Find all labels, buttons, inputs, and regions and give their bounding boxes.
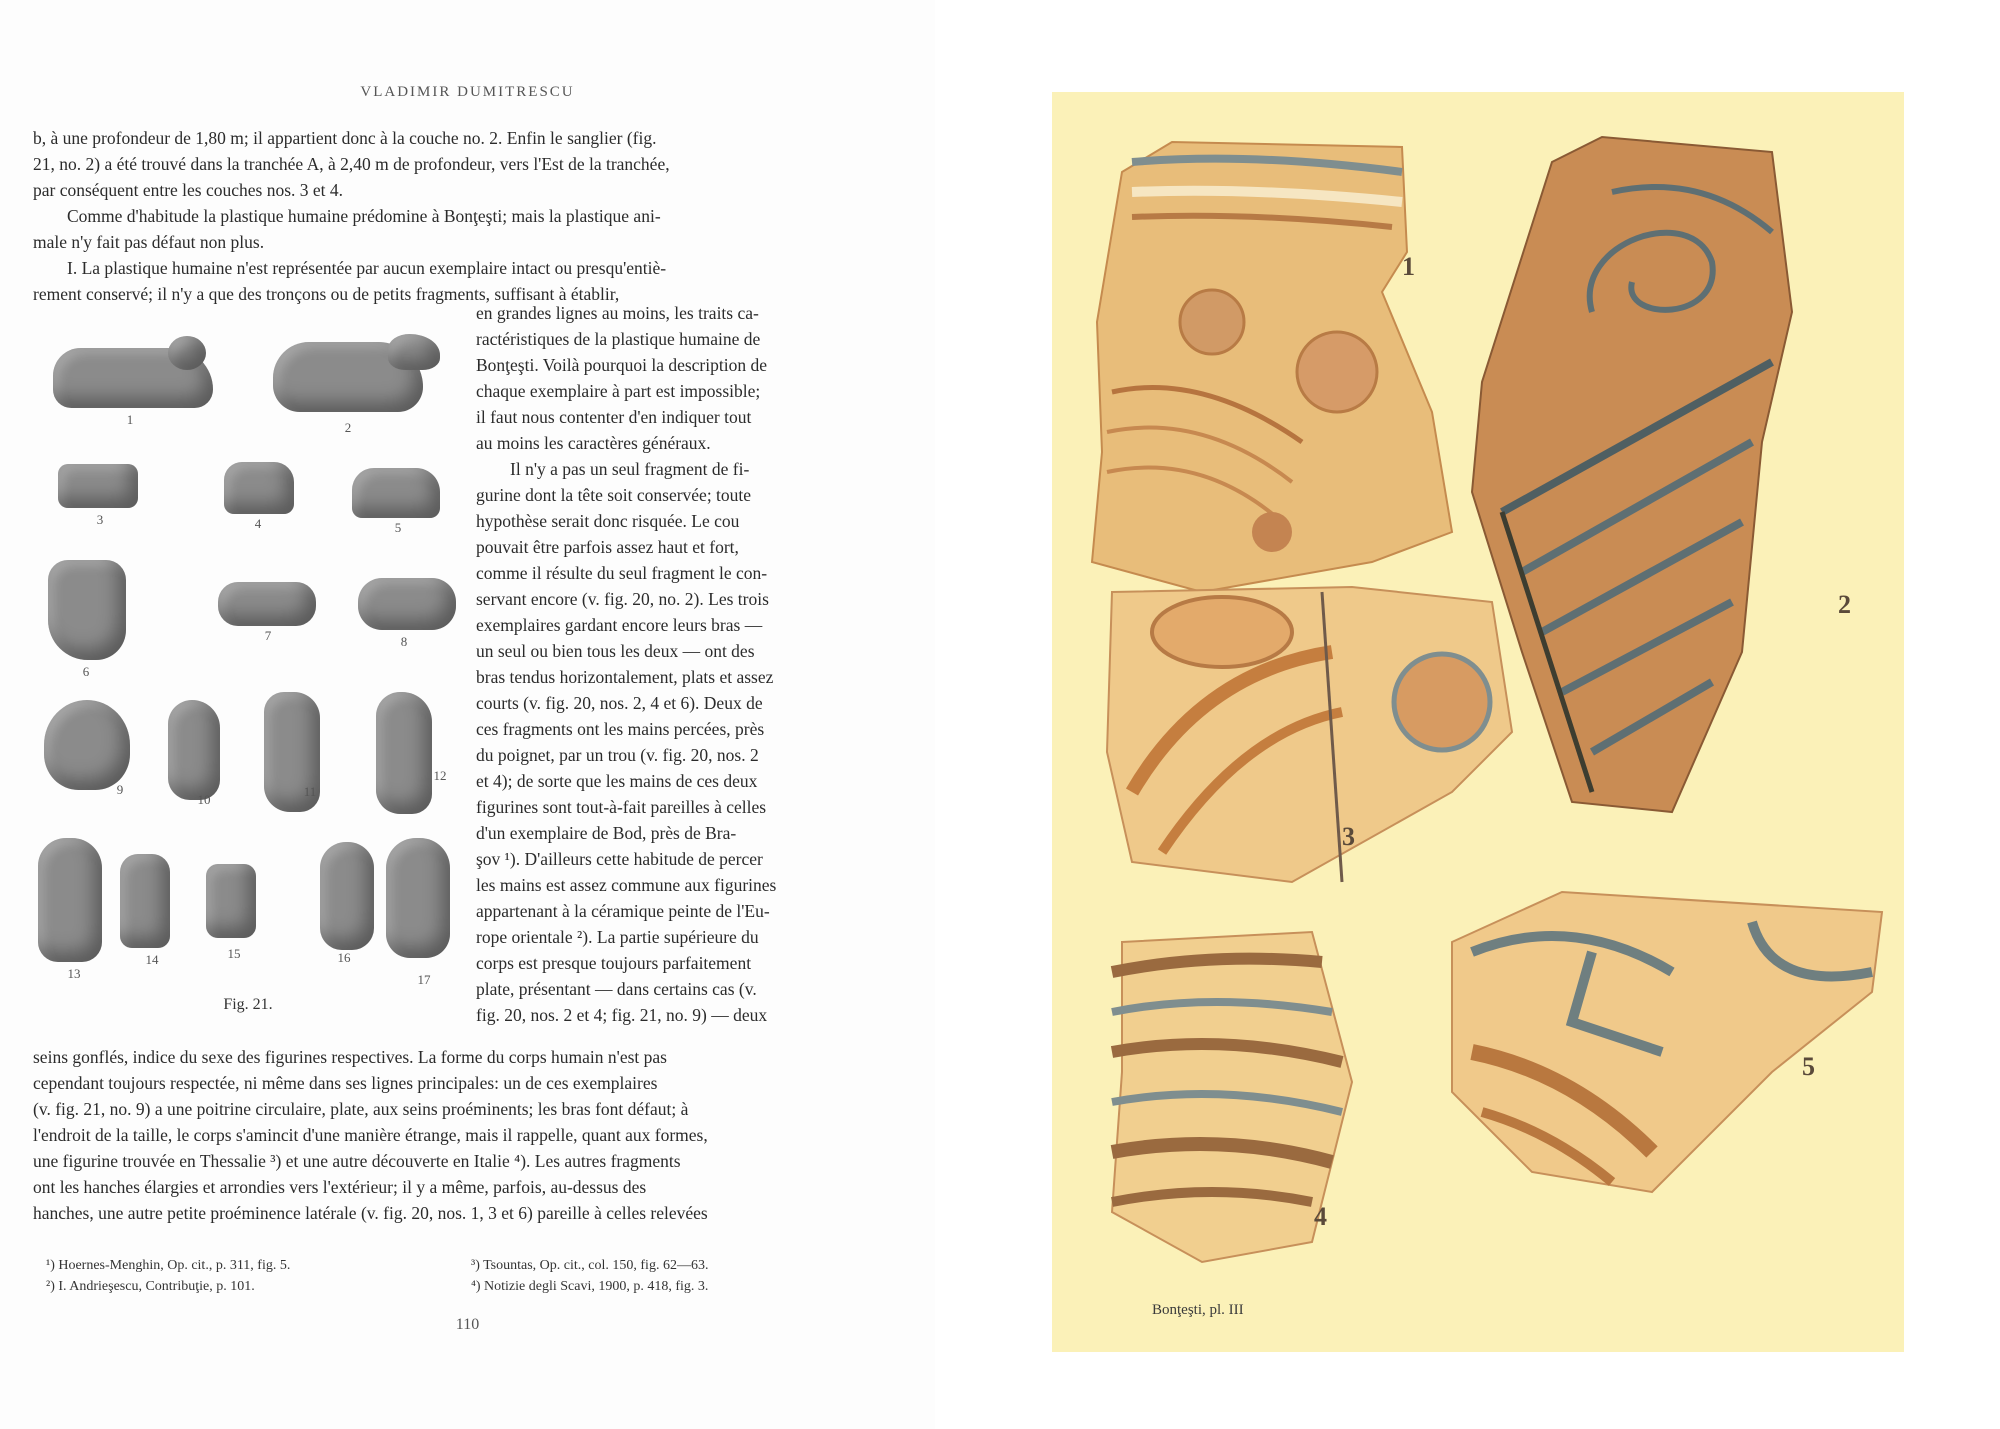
sherd-label-1: 1 xyxy=(1402,252,1415,281)
footnotes-right xyxy=(471,1255,871,1297)
figure-number: 11 xyxy=(303,784,317,799)
figure-number: 6 xyxy=(82,664,90,679)
text-line: et 4); de sorte que les mains de ces deux xyxy=(476,771,758,791)
figure-21 xyxy=(28,320,468,1020)
figure-number: 17 xyxy=(417,972,431,987)
text-line: en grandes lignes au moins, les traits ca- xyxy=(476,303,759,323)
text-line: une figurine trouvée en Thessalie ³) et une autre découverte en Italie ⁴). Les autres fragments xyxy=(33,1151,681,1171)
text-line: ont les hanches élargies et arrondies vers l'extérieur; il y a même, parfois, au-dessus des xyxy=(33,1177,647,1197)
text-line: courts (v. fig. 20, nos. 2, 4 et 6). Deux de xyxy=(476,693,763,713)
figurine-photo xyxy=(44,700,130,790)
text-line: Bonţeşti. Voilà pourquoi la description de xyxy=(476,355,767,375)
figurine-photo xyxy=(376,692,432,814)
figure-number: 10 xyxy=(197,792,211,807)
plate-illustration xyxy=(1052,92,1904,1352)
footnote: ³) Tsountas, Op. cit., col. 150, fig. 62—63. xyxy=(471,1258,709,1273)
page-number: 110 xyxy=(455,1316,480,1333)
figure-number: 13 xyxy=(67,966,81,981)
figurine-photo xyxy=(38,838,102,962)
sherd-label-2: 2 xyxy=(1838,590,1851,619)
figure-number: 2 xyxy=(344,420,352,435)
text-line: rope orientale ²). La partie supérieure du xyxy=(476,927,759,947)
text-line: du poignet, par un trou (v. fig. 20, nos. 2 xyxy=(476,745,759,765)
text-line: şov ¹). D'ailleurs cette habitude de percer xyxy=(476,849,763,869)
text-line: servant encore (v. fig. 20, no. 2). Les trois xyxy=(476,589,769,609)
figurine-photo xyxy=(352,468,440,518)
text-line: 21, no. 2) a été trouvé dans la tranchée A, à 2,40 m de profondeur, vers l'Est de la tranchée, xyxy=(33,154,670,174)
text-line: b, à une profondeur de 1,80 m; il appartient donc à la couche no. 2. Enfin le sanglier (fig. xyxy=(33,128,657,148)
text-line: au moins les caractères généraux. xyxy=(476,433,711,453)
footnotes-left xyxy=(46,1255,446,1297)
figure-number: 7 xyxy=(264,628,272,643)
text-line: gurine dont la tête soit conservée; toute xyxy=(476,485,752,505)
text-line: figurines sont tout-à-fait pareilles à celles xyxy=(476,797,767,817)
figure-number: 4 xyxy=(254,516,262,531)
figurine-photo xyxy=(120,854,170,948)
plate-caption: Bonţeşti, pl. III xyxy=(1152,1302,1244,1318)
figurine-photo xyxy=(168,336,206,370)
intro-text xyxy=(33,125,841,307)
text-line: l'endroit de la taille, le corps s'amincit d'une manière étrange, mais il rappelle, quant aux formes, xyxy=(33,1125,708,1145)
text-line: cependant toujours respectée, ni même dans ses lignes principales: un de ces exemplaires xyxy=(33,1073,658,1093)
figure-number: 15 xyxy=(227,946,241,961)
figure-caption: Fig. 21. xyxy=(223,996,273,1013)
text-line: exemplaires gardant encore leurs bras — xyxy=(476,615,763,635)
footnote: ²) I. Andrieşescu, Contribuţie, p. 101. xyxy=(46,1279,255,1294)
footnote: ¹) Hoernes-Menghin, Op. cit., p. 311, fig. 5. xyxy=(46,1258,291,1273)
figurine-photo xyxy=(386,838,450,958)
text-line: (v. fig. 21, no. 9) a une poitrine circulaire, plate, aux seins proéminents; les bras font défaut; à xyxy=(33,1099,689,1119)
footnote: ⁴) Notizie degli Scavi, 1900, p. 418, fig. 3. xyxy=(471,1279,709,1294)
sherd-label-3: 3 xyxy=(1342,822,1355,851)
sherd-1 xyxy=(1092,142,1452,592)
sherd-2 xyxy=(1472,137,1792,812)
figure-number: 14 xyxy=(145,952,159,967)
text-line: bras tendus horizontalement, plats et assez xyxy=(476,667,774,687)
text-line: ractéristiques de la plastique humaine de xyxy=(476,329,761,349)
text-line: rement conservé; il n'y a que des tronçons ou de petits fragments, suffisant à établir, xyxy=(33,284,620,304)
figurine-photo xyxy=(218,582,316,626)
text-line: seins gonflés, indice du sexe des figurines respectives. La forme du corps humain n'est pas xyxy=(33,1047,667,1067)
figure-number: 9 xyxy=(116,782,124,797)
figurine-photo xyxy=(358,578,456,630)
text-line: ces fragments ont les mains percées, près xyxy=(476,719,765,739)
text-line: chaque exemplaire à part est impossible; xyxy=(476,381,761,401)
figure-number: 16 xyxy=(337,950,351,965)
text-line: appartenant à la céramique peinte de l'Eu- xyxy=(476,901,770,921)
sherd-label-5: 5 xyxy=(1802,1052,1815,1081)
text-line: comme il résulte du seul fragment le con- xyxy=(476,563,768,583)
text-line: hanches, une autre petite proéminence latérale (v. fig. 20, nos. 1, 3 et 6) pareille à celles relevées xyxy=(33,1203,708,1223)
text-line: pouvait être parfois assez haut et fort, xyxy=(476,537,739,557)
text-line: hypothèse serait donc risquée. Le cou xyxy=(476,511,740,531)
figure-number: 5 xyxy=(394,520,402,535)
text-line: fig. 20, nos. 2 et 4; fig. 21, no. 9) — deux xyxy=(476,1005,768,1025)
figure-number: 12 xyxy=(433,768,447,783)
sherd-label-4: 4 xyxy=(1314,1202,1327,1231)
figure-number: 8 xyxy=(400,634,408,649)
text-line: par conséquent entre les couches nos. 3 et 4. xyxy=(33,180,344,200)
text-line: Il n'y a pas un seul fragment de fi- xyxy=(510,459,750,479)
sherd-3 xyxy=(1107,587,1512,882)
figure-number: 3 xyxy=(96,512,104,527)
figurine-photo xyxy=(206,864,256,938)
text-line: I. La plastique humaine n'est représentée par aucun exemplaire intact ou presqu'entiè- xyxy=(67,258,667,278)
figurine-photo xyxy=(320,842,374,950)
text-line: corps est presque toujours parfaitement xyxy=(476,953,752,973)
figurine-photo xyxy=(48,560,126,660)
sherd-5 xyxy=(1452,892,1882,1192)
text-line: Comme d'habitude la plastique humaine prédomine à Bonţeşti; mais la plastique ani- xyxy=(67,206,661,226)
right-column-text xyxy=(476,300,841,1028)
continuation-text xyxy=(33,1044,841,1226)
figurine-photo xyxy=(388,334,440,370)
text-line: plate, présentant — dans certains cas (v. xyxy=(476,979,757,999)
figurine-photo xyxy=(168,700,220,800)
text-line: les mains est assez commune aux figurines xyxy=(476,875,777,895)
text-line: un seul ou bien tous les deux — ont des xyxy=(476,641,755,661)
running-head: VLADIMIR DUMITRESCU xyxy=(360,84,575,100)
color-plate xyxy=(1052,92,1904,1352)
left-page xyxy=(0,0,935,1429)
text-line: il faut nous contenter d'en indiquer tout xyxy=(476,407,752,427)
text-line: d'un exemplaire de Bod, près de Bra- xyxy=(476,823,737,843)
text-line: male n'y fait pas défaut non plus. xyxy=(33,232,265,252)
figurine-photo xyxy=(58,464,138,508)
figure-number: 1 xyxy=(126,412,134,427)
figurine-photo xyxy=(224,462,294,514)
